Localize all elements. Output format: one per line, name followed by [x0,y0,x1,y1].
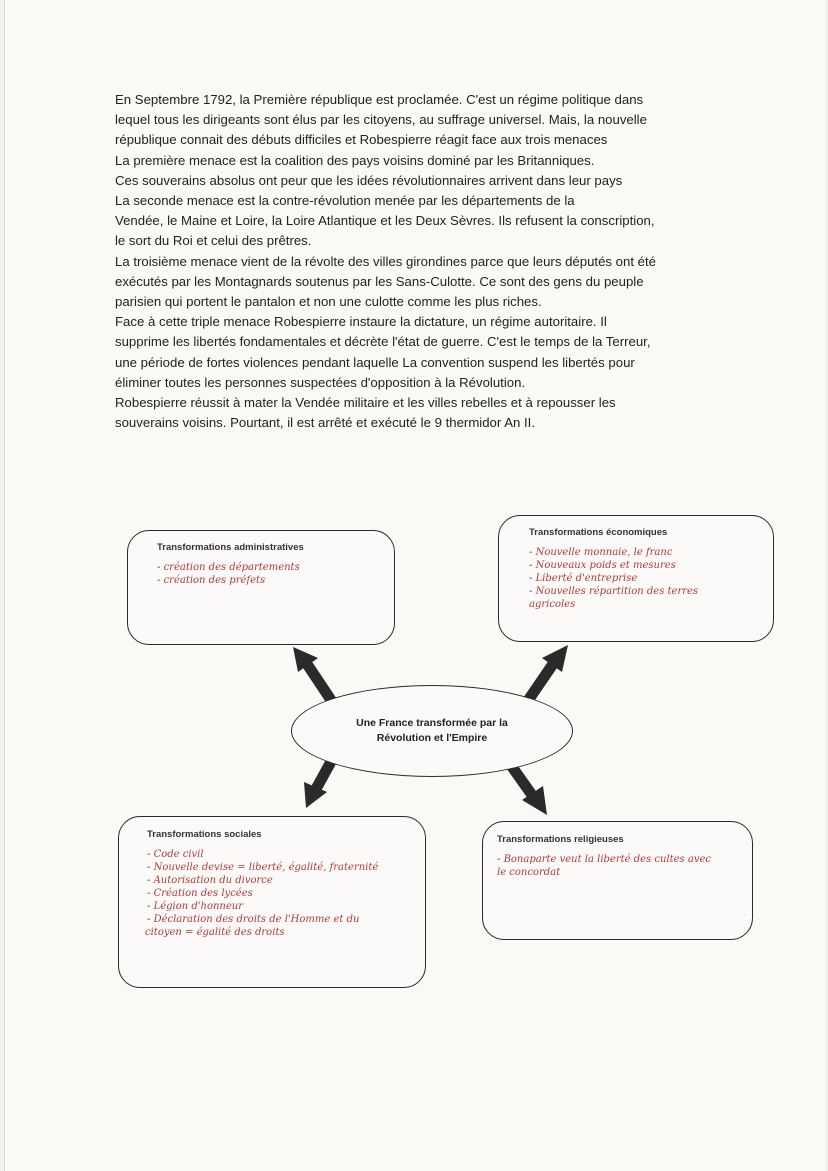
list-item: - Nouvelle monnaie, le franc [529,547,673,558]
list-item: - Code civil [147,849,204,860]
box-title: Transformations économiques [529,527,668,538]
text-line: La seconde menace est la contre-révolution menée par les départements de la [115,193,575,209]
list-item: citoyen = égalité des droits [145,927,285,938]
history-text [115,90,755,433]
box-administratives [127,530,395,645]
text-line: parisien qui portent le pantalon et non une culotte comme les plus riches. [115,294,542,310]
list-item: - Création des lycées [147,888,253,899]
list-item: - Liberté d'entreprise [529,573,638,584]
list-item: - Nouvelles répartition des terres [529,586,699,597]
text-line: exécutés par les Montagnards soutenus par les Sans-Culotte. Ce sont des gens du peuple [115,273,644,289]
list-item: - création des départements [157,562,300,573]
text-line: souverains voisins. Pourtant, il est arrêté et exécuté le 9 thermidor An II. [115,415,536,431]
text-line: Face à cette triple menace Robespierre instaure la dictature, un régime autoritaire. Il [115,314,607,330]
center-title-line1: Une France transformée par la [356,717,508,729]
text-line: En Septembre 1792, la Première république est proclamée. C'est un régime politique dans [115,92,644,107]
text-line: lequel tous les dirigeants sont élus par les citoyens, au suffrage universel. Mais, la nouvelle [115,112,647,128]
center-title-line2: Révolution et l'Empire [376,732,488,744]
text-line: république connait des débuts difficiles et Robespierre réagit face aux trois menaces [115,132,608,148]
box-title: Transformations administratives [157,542,304,553]
text-line: La troisième menace vient de la révolte des villes girondines parce que leurs députés ont été [115,253,657,269]
text-line: Vendée, le Maine et Loire, la Loire Atlantique et les Deux Sèvres. Ils refusent la conscription, [115,213,655,229]
list-item: - Bonaparte veut la liberté des cultes avec [497,854,711,865]
list-item: - Nouveaux poids et mesures [529,560,676,571]
box-title: Transformations sociales [147,829,262,840]
list-item: - Nouvelle devise = liberté, égalité, fraternité [147,862,379,873]
text-line: le sort du Roi et celui des prêtres. [115,233,312,249]
text-line: éliminer toutes les personnes suspectées d'opposition à la Révolution. [115,374,526,390]
list-item: - création des préfets [157,575,266,586]
text-line: Robespierre réussit à mater la Vendée militaire et les villes rebelles et à repousser les [115,395,616,411]
center-ellipse [291,685,573,777]
box-title: Transformations religieuses [497,834,624,845]
list-item: - Déclaration des droits de l'Homme et du [147,914,360,925]
box-sociales [118,816,426,988]
list-item: - Autorisation du divorce [147,875,273,886]
text-line: La première menace est la coalition des pays voisins dominé par les Britanniques. [115,152,595,168]
list-item: le concordat [497,867,561,878]
text-line: supprime les libertés fondamentales et décrète l'état de guerre. C'est le temps de la Terreur, [115,334,651,350]
list-item: agricoles [529,599,576,610]
box-economiques [498,515,774,642]
text-line: Ces souverains absolus ont peur que les idées révolutionnaires arrivent dans leur pays [115,172,623,188]
list-item: - Légion d'honneur [147,901,243,912]
text-line: une période de fortes violences pendant laquelle La convention suspend les libertés pour [115,354,635,370]
box-religieuses [482,821,753,940]
